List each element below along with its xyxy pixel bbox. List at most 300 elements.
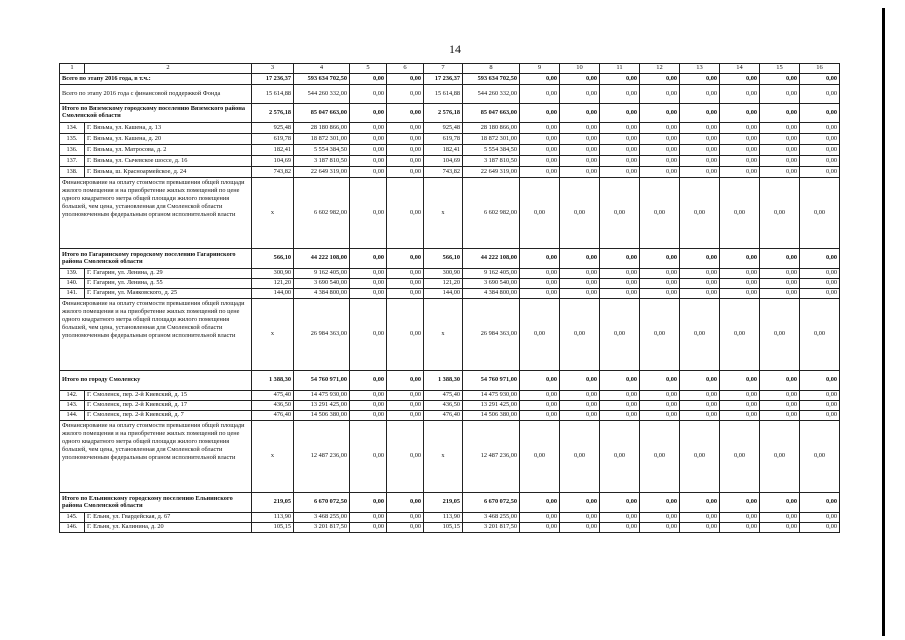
header-cell: 13 xyxy=(680,64,720,74)
cost-value: 12 487 236,00 xyxy=(463,421,520,493)
budget-value: 0,00 xyxy=(387,123,424,134)
cost-value: 4 384 800,00 xyxy=(463,289,520,299)
zero-value: 0,00 xyxy=(800,513,840,523)
zero-value: 0,00 xyxy=(640,421,680,493)
zero-value: 0,00 xyxy=(520,249,560,269)
zero-value: 0,00 xyxy=(680,299,720,371)
address-row xyxy=(60,513,840,523)
zero-value: 0,00 xyxy=(720,167,760,178)
address-label: Г. Вязьма, ш. Красноармейское, д. 24 xyxy=(85,167,252,178)
total-cost-value: 4 384 800,00 xyxy=(294,289,350,299)
address-row xyxy=(60,145,840,156)
financing-row xyxy=(60,421,840,493)
fund-value: 0,00 xyxy=(350,269,387,279)
zero-value: 0,00 xyxy=(560,156,600,167)
header-cell: 9 xyxy=(520,64,560,74)
area-value: 144,00 xyxy=(252,289,294,299)
zero-value: 0,00 xyxy=(600,493,640,513)
area-value: 105,15 xyxy=(252,523,294,533)
cost-value: 18 872 301,00 xyxy=(463,134,520,145)
zero-value: 0,00 xyxy=(520,134,560,145)
area-value: 17 236,37 xyxy=(424,74,463,85)
area-value: 17 236,37 xyxy=(252,74,294,85)
housing-finance-table xyxy=(59,63,840,533)
zero-value: 0,00 xyxy=(520,391,560,401)
zero-value: 0,00 xyxy=(640,371,680,391)
row-label: Итого по городу Смоленску xyxy=(60,371,252,391)
total-cost-value: 14 475 930,00 xyxy=(294,391,350,401)
zero-value: 0,00 xyxy=(800,145,840,156)
address-row xyxy=(60,523,840,533)
area-value: 219,05 xyxy=(252,493,294,513)
zero-value: 0,00 xyxy=(560,371,600,391)
header-cell: 1 xyxy=(60,64,85,74)
row-label: Финансирование на оплату стоимости превышения общей площади жилого помещения и на приобретение жилых помещений по цене одного квадратного метра общей площади жилого помещения большей, чем цена, установленная для Смоленской области уполномоченным федеральным органом исполнительной власти xyxy=(60,299,252,371)
budget-value: 0,00 xyxy=(387,178,424,249)
header-cell: 5 xyxy=(350,64,387,74)
zero-value: 0,00 xyxy=(760,493,800,513)
address-label: Г. Гагарин, ул. Ленина, д. 29 xyxy=(85,269,252,279)
zero-value: 0,00 xyxy=(800,279,840,289)
total-cost-value: 9 162 405,00 xyxy=(294,269,350,279)
zero-value: 0,00 xyxy=(520,279,560,289)
area-value: 743,82 xyxy=(424,167,463,178)
address-row xyxy=(60,167,840,178)
zero-value: 0,00 xyxy=(800,391,840,401)
zero-value: 0,00 xyxy=(680,289,720,299)
area-value: 743,82 xyxy=(252,167,294,178)
address-row xyxy=(60,411,840,421)
zero-value: 0,00 xyxy=(760,299,800,371)
zero-value: 0,00 xyxy=(640,401,680,411)
zero-value: 0,00 xyxy=(800,493,840,513)
zero-value: 0,00 xyxy=(720,123,760,134)
column-number-header xyxy=(60,64,840,74)
cost-value: 6 670 072,50 xyxy=(463,493,520,513)
cost-value: 6 602 982,00 xyxy=(463,178,520,249)
row-label: Финансирование на оплату стоимости превышения общей площади жилого помещения и на приобретение жилых помещений по цене одного квадратного метра общей площади жилого помещения большей, чем цена, установленная для Смоленской области уполномоченным федеральным органом исполнительной власти xyxy=(60,178,252,249)
header-cell: 15 xyxy=(760,64,800,74)
zero-value: 0,00 xyxy=(600,269,640,279)
zero-value: 0,00 xyxy=(560,421,600,493)
row-number: 136. xyxy=(60,145,85,156)
zero-value: 0,00 xyxy=(560,299,600,371)
row-number: 145. xyxy=(60,513,85,523)
header-cell: 6 xyxy=(387,64,424,74)
area-value: 182,41 xyxy=(252,145,294,156)
zero-value: 0,00 xyxy=(640,123,680,134)
zero-value: 0,00 xyxy=(800,85,840,104)
address-row xyxy=(60,156,840,167)
zero-value: 0,00 xyxy=(640,249,680,269)
cost-value: 593 634 702,50 xyxy=(463,74,520,85)
zero-value: 0,00 xyxy=(520,74,560,85)
total-cost-value: 5 554 384,50 xyxy=(294,145,350,156)
zero-value: 0,00 xyxy=(720,249,760,269)
cost-value: 3 201 817,50 xyxy=(463,523,520,533)
zero-value: 0,00 xyxy=(720,156,760,167)
zero-value: 0,00 xyxy=(520,167,560,178)
zero-value: 0,00 xyxy=(520,493,560,513)
zero-value: 0,00 xyxy=(760,156,800,167)
area-value: х xyxy=(424,421,463,493)
area-value: 476,40 xyxy=(424,411,463,421)
zero-value: 0,00 xyxy=(560,134,600,145)
fund-value: 0,00 xyxy=(350,85,387,104)
total-cost-value: 6 670 072,50 xyxy=(294,493,350,513)
area-value: 2 576,18 xyxy=(424,104,463,123)
zero-value: 0,00 xyxy=(640,269,680,279)
area-value: х xyxy=(424,178,463,249)
zero-value: 0,00 xyxy=(760,391,800,401)
zero-value: 0,00 xyxy=(680,145,720,156)
financing-row xyxy=(60,299,840,371)
zero-value: 0,00 xyxy=(520,401,560,411)
total-cost-value: 22 649 319,00 xyxy=(294,167,350,178)
area-value: 105,15 xyxy=(424,523,463,533)
zero-value: 0,00 xyxy=(520,289,560,299)
budget-value: 0,00 xyxy=(387,411,424,421)
zero-value: 0,00 xyxy=(560,279,600,289)
area-value: 121,20 xyxy=(252,279,294,289)
row-number: 138. xyxy=(60,167,85,178)
zero-value: 0,00 xyxy=(680,493,720,513)
zero-value: 0,00 xyxy=(720,371,760,391)
cost-value: 44 222 108,00 xyxy=(463,249,520,269)
header-cell: 12 xyxy=(640,64,680,74)
area-value: 566,10 xyxy=(252,249,294,269)
fund-value: 0,00 xyxy=(350,178,387,249)
zero-value: 0,00 xyxy=(600,134,640,145)
header-cell: 7 xyxy=(424,64,463,74)
zero-value: 0,00 xyxy=(560,104,600,123)
address-row xyxy=(60,134,840,145)
area-value: 113,90 xyxy=(252,513,294,523)
zero-value: 0,00 xyxy=(600,104,640,123)
total-cost-value: 54 760 971,00 xyxy=(294,371,350,391)
budget-value: 0,00 xyxy=(387,74,424,85)
area-value: 113,90 xyxy=(424,513,463,523)
fund-value: 0,00 xyxy=(350,134,387,145)
budget-value: 0,00 xyxy=(387,156,424,167)
zero-value: 0,00 xyxy=(600,411,640,421)
budget-value: 0,00 xyxy=(387,391,424,401)
fund-value: 0,00 xyxy=(350,167,387,178)
zero-value: 0,00 xyxy=(520,156,560,167)
zero-value: 0,00 xyxy=(560,249,600,269)
fund-value: 0,00 xyxy=(350,289,387,299)
total-cost-value: 28 180 866,00 xyxy=(294,123,350,134)
zero-value: 0,00 xyxy=(800,123,840,134)
area-value: 104,69 xyxy=(252,156,294,167)
cost-value: 3 187 810,50 xyxy=(463,156,520,167)
cost-value: 5 554 384,50 xyxy=(463,145,520,156)
zero-value: 0,00 xyxy=(720,513,760,523)
total-cost-value: 6 602 982,00 xyxy=(294,178,350,249)
zero-value: 0,00 xyxy=(520,411,560,421)
address-row xyxy=(60,269,840,279)
budget-value: 0,00 xyxy=(387,269,424,279)
summary-row xyxy=(60,85,840,104)
zero-value: 0,00 xyxy=(760,523,800,533)
total-cost-value: 3 201 817,50 xyxy=(294,523,350,533)
area-value: 300,90 xyxy=(252,269,294,279)
zero-value: 0,00 xyxy=(640,178,680,249)
total-cost-value: 85 047 663,00 xyxy=(294,104,350,123)
header-cell: 8 xyxy=(463,64,520,74)
zero-value: 0,00 xyxy=(680,134,720,145)
cost-value: 13 291 425,00 xyxy=(463,401,520,411)
area-value: 1 388,30 xyxy=(424,371,463,391)
zero-value: 0,00 xyxy=(720,279,760,289)
zero-value: 0,00 xyxy=(800,421,840,493)
zero-value: 0,00 xyxy=(600,523,640,533)
zero-value: 0,00 xyxy=(640,513,680,523)
row-number: 144. xyxy=(60,411,85,421)
address-label: Г. Гагарин, ул. Маяковского, д. 25 xyxy=(85,289,252,299)
zero-value: 0,00 xyxy=(680,156,720,167)
zero-value: 0,00 xyxy=(640,104,680,123)
zero-value: 0,00 xyxy=(560,123,600,134)
zero-value: 0,00 xyxy=(720,421,760,493)
zero-value: 0,00 xyxy=(600,391,640,401)
zero-value: 0,00 xyxy=(720,401,760,411)
address-row xyxy=(60,289,840,299)
budget-value: 0,00 xyxy=(387,145,424,156)
zero-value: 0,00 xyxy=(600,299,640,371)
zero-value: 0,00 xyxy=(760,421,800,493)
zero-value: 0,00 xyxy=(720,104,760,123)
header-cell: 3 xyxy=(252,64,294,74)
zero-value: 0,00 xyxy=(640,156,680,167)
area-value: 15 614,88 xyxy=(424,85,463,104)
cost-value: 22 649 319,00 xyxy=(463,167,520,178)
area-value: 475,40 xyxy=(424,391,463,401)
row-number: 137. xyxy=(60,156,85,167)
zero-value: 0,00 xyxy=(520,145,560,156)
address-label: Г. Ельня, ул. Гвардейская, д. 67 xyxy=(85,513,252,523)
zero-value: 0,00 xyxy=(520,513,560,523)
zero-value: 0,00 xyxy=(800,289,840,299)
zero-value: 0,00 xyxy=(640,134,680,145)
zero-value: 0,00 xyxy=(600,421,640,493)
total-cost-value: 14 506 380,00 xyxy=(294,411,350,421)
budget-value: 0,00 xyxy=(387,299,424,371)
zero-value: 0,00 xyxy=(600,156,640,167)
zero-value: 0,00 xyxy=(560,289,600,299)
area-value: х xyxy=(252,178,294,249)
address-label: Г. Вязьма, ул. Кашена, д. 13 xyxy=(85,123,252,134)
zero-value: 0,00 xyxy=(720,411,760,421)
fund-value: 0,00 xyxy=(350,145,387,156)
header-cell: 14 xyxy=(720,64,760,74)
area-value: 182,41 xyxy=(424,145,463,156)
zero-value: 0,00 xyxy=(600,145,640,156)
budget-value: 0,00 xyxy=(387,493,424,513)
zero-value: 0,00 xyxy=(680,178,720,249)
address-label: Г. Гагарин, ул. Ленина, д. 55 xyxy=(85,279,252,289)
area-value: х xyxy=(252,299,294,371)
zero-value: 0,00 xyxy=(720,74,760,85)
area-value: х xyxy=(252,421,294,493)
zero-value: 0,00 xyxy=(760,401,800,411)
row-label: Финансирование на оплату стоимости превышения общей площади жилого помещения и на приобретение жилых помещений по цене одного квадратного метра общей площади жилого помещения большей, чем цена, установленная для Смоленской области уполномоченным федеральным органом исполнительной власти xyxy=(60,421,252,493)
zero-value: 0,00 xyxy=(680,513,720,523)
zero-value: 0,00 xyxy=(520,523,560,533)
budget-value: 0,00 xyxy=(387,134,424,145)
total-cost-value: 13 291 425,00 xyxy=(294,401,350,411)
address-label: Г. Смоленск, пер. 2-й Киевский, д. 7 xyxy=(85,411,252,421)
zero-value: 0,00 xyxy=(640,289,680,299)
zero-value: 0,00 xyxy=(720,85,760,104)
fund-value: 0,00 xyxy=(350,156,387,167)
area-value: 219,05 xyxy=(424,493,463,513)
zero-value: 0,00 xyxy=(680,269,720,279)
budget-value: 0,00 xyxy=(387,249,424,269)
zero-value: 0,00 xyxy=(680,85,720,104)
zero-value: 0,00 xyxy=(600,178,640,249)
budget-value: 0,00 xyxy=(387,289,424,299)
area-value: 436,50 xyxy=(252,401,294,411)
zero-value: 0,00 xyxy=(800,134,840,145)
cost-value: 3 690 540,00 xyxy=(463,279,520,289)
zero-value: 0,00 xyxy=(560,85,600,104)
row-number: 139. xyxy=(60,269,85,279)
zero-value: 0,00 xyxy=(680,411,720,421)
zero-value: 0,00 xyxy=(560,401,600,411)
zero-value: 0,00 xyxy=(760,249,800,269)
zero-value: 0,00 xyxy=(600,513,640,523)
fund-value: 0,00 xyxy=(350,513,387,523)
zero-value: 0,00 xyxy=(600,85,640,104)
zero-value: 0,00 xyxy=(760,178,800,249)
zero-value: 0,00 xyxy=(520,269,560,279)
address-row xyxy=(60,123,840,134)
cost-value: 54 760 971,00 xyxy=(463,371,520,391)
fund-value: 0,00 xyxy=(350,123,387,134)
zero-value: 0,00 xyxy=(520,123,560,134)
zero-value: 0,00 xyxy=(720,289,760,299)
area-value: 436,50 xyxy=(424,401,463,411)
area-value: 925,48 xyxy=(252,123,294,134)
header-cell: 4 xyxy=(294,64,350,74)
address-label: Г. Вязьма, ул. Матросова, д. 2 xyxy=(85,145,252,156)
zero-value: 0,00 xyxy=(640,74,680,85)
budget-value: 0,00 xyxy=(387,523,424,533)
row-number: 140. xyxy=(60,279,85,289)
zero-value: 0,00 xyxy=(720,523,760,533)
zero-value: 0,00 xyxy=(720,299,760,371)
zero-value: 0,00 xyxy=(600,249,640,269)
header-cell: 10 xyxy=(560,64,600,74)
cost-value: 3 468 255,00 xyxy=(463,513,520,523)
fund-value: 0,00 xyxy=(350,279,387,289)
zero-value: 0,00 xyxy=(800,156,840,167)
area-value: х xyxy=(424,299,463,371)
zero-value: 0,00 xyxy=(640,85,680,104)
zero-value: 0,00 xyxy=(640,391,680,401)
header-cell: 16 xyxy=(800,64,840,74)
total-cost-value: 44 222 108,00 xyxy=(294,249,350,269)
budget-value: 0,00 xyxy=(387,513,424,523)
total-cost-value: 544 260 332,00 xyxy=(294,85,350,104)
total-cost-value: 3 187 810,50 xyxy=(294,156,350,167)
zero-value: 0,00 xyxy=(640,523,680,533)
address-label: Г. Смоленск, пер. 2-й Киевский, д. 15 xyxy=(85,391,252,401)
area-value: 476,40 xyxy=(252,411,294,421)
page-number: 14 xyxy=(449,42,461,56)
zero-value: 0,00 xyxy=(800,249,840,269)
fund-value: 0,00 xyxy=(350,411,387,421)
zero-value: 0,00 xyxy=(640,411,680,421)
financing-row xyxy=(60,178,840,249)
subtotal-row xyxy=(60,249,840,269)
zero-value: 0,00 xyxy=(560,391,600,401)
zero-value: 0,00 xyxy=(640,145,680,156)
address-row xyxy=(60,401,840,411)
zero-value: 0,00 xyxy=(800,104,840,123)
zero-value: 0,00 xyxy=(720,145,760,156)
row-number: 143. xyxy=(60,401,85,411)
fund-value: 0,00 xyxy=(350,493,387,513)
zero-value: 0,00 xyxy=(560,74,600,85)
fund-value: 0,00 xyxy=(350,74,387,85)
area-value: 619,78 xyxy=(252,134,294,145)
total-cost-value: 3 468 255,00 xyxy=(294,513,350,523)
row-number: 135. xyxy=(60,134,85,145)
zero-value: 0,00 xyxy=(560,411,600,421)
total-cost-value: 3 690 540,00 xyxy=(294,279,350,289)
row-number: 141. xyxy=(60,289,85,299)
address-label: Г. Смоленск, пер. 2-й Киевский, д. 17 xyxy=(85,401,252,411)
zero-value: 0,00 xyxy=(560,269,600,279)
zero-value: 0,00 xyxy=(800,371,840,391)
zero-value: 0,00 xyxy=(680,523,720,533)
row-label: Всего по этапу 2016 года, в т.ч.: xyxy=(60,74,252,85)
budget-value: 0,00 xyxy=(387,104,424,123)
row-label: Итого по Гагаринскому городскому поселению Гагаринского района Смоленской области xyxy=(60,249,252,269)
header-cell: 2 xyxy=(85,64,252,74)
area-value: 121,20 xyxy=(424,279,463,289)
address-row xyxy=(60,391,840,401)
zero-value: 0,00 xyxy=(520,299,560,371)
zero-value: 0,00 xyxy=(680,391,720,401)
cost-value: 85 047 663,00 xyxy=(463,104,520,123)
zero-value: 0,00 xyxy=(720,134,760,145)
budget-value: 0,00 xyxy=(387,167,424,178)
row-label: Итого по Вяземскому городскому поселению Вяземского района Смоленской области xyxy=(60,104,252,123)
cost-value: 544 260 332,00 xyxy=(463,85,520,104)
area-value: 1 388,30 xyxy=(252,371,294,391)
table-body xyxy=(60,64,840,533)
zero-value: 0,00 xyxy=(600,371,640,391)
zero-value: 0,00 xyxy=(680,74,720,85)
zero-value: 0,00 xyxy=(800,411,840,421)
row-number: 146. xyxy=(60,523,85,533)
row-number: 142. xyxy=(60,391,85,401)
zero-value: 0,00 xyxy=(800,269,840,279)
zero-value: 0,00 xyxy=(760,85,800,104)
zero-value: 0,00 xyxy=(640,299,680,371)
zero-value: 0,00 xyxy=(760,123,800,134)
zero-value: 0,00 xyxy=(760,371,800,391)
row-label: Итого по Ельнинскому городскому поселению Ельнинского района Смоленской области xyxy=(60,493,252,513)
total-cost-value: 593 634 702,50 xyxy=(294,74,350,85)
zero-value: 0,00 xyxy=(600,401,640,411)
area-value: 619,78 xyxy=(424,134,463,145)
zero-value: 0,00 xyxy=(520,104,560,123)
zero-value: 0,00 xyxy=(800,167,840,178)
